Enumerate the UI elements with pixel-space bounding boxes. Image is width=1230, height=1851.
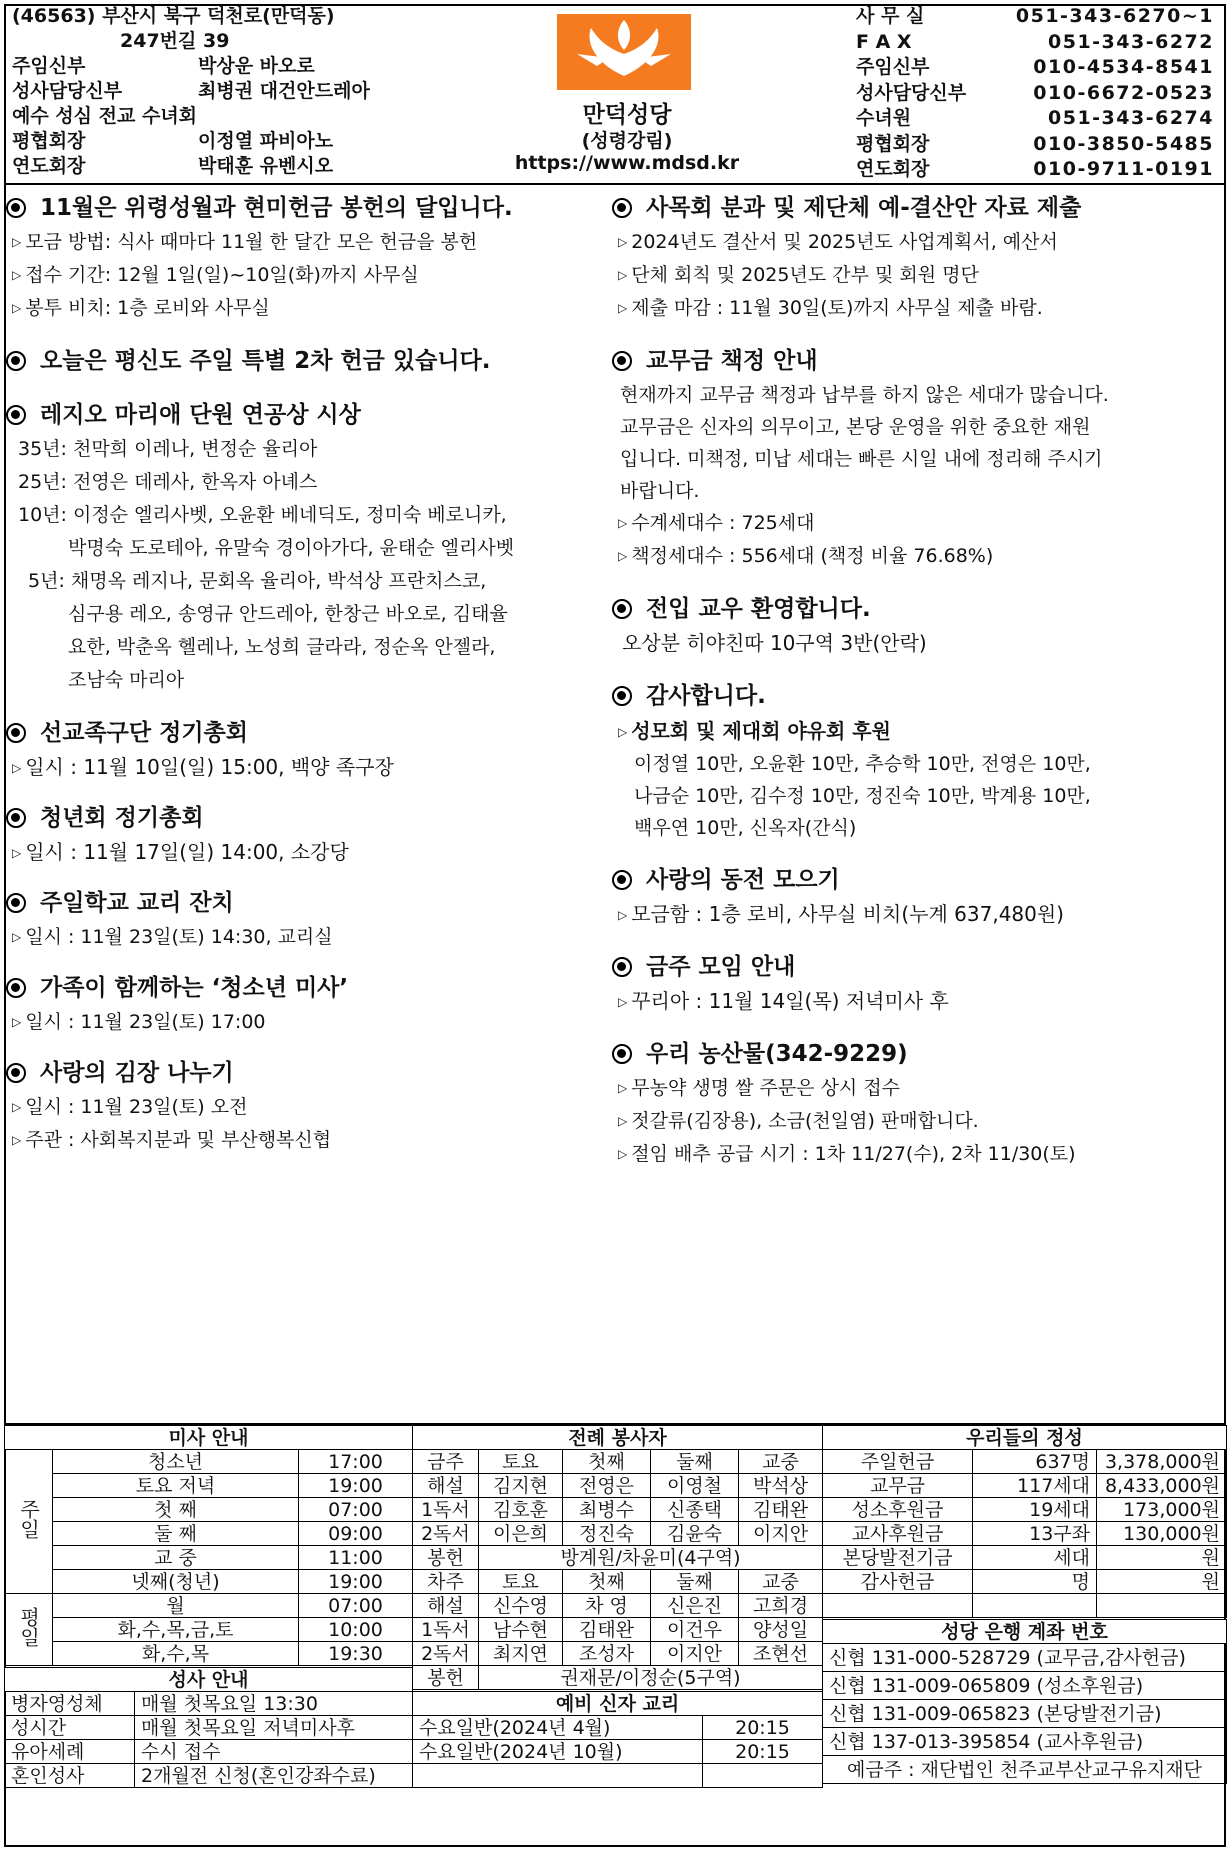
servers-head: 둘째 bbox=[651, 1570, 739, 1594]
catechism-title: 예비 신자 교리 bbox=[413, 1692, 823, 1716]
notice-line: ▷ 일시 : 11월 23일(토) 17:00 bbox=[12, 1011, 266, 1033]
triangle-bullet-icon: ▷ bbox=[618, 516, 628, 530]
left-column bbox=[6, 190, 606, 1169]
notice-line: ▷ 일시 : 11월 10일(일) 15:00, 백양 족구장 bbox=[12, 755, 394, 779]
bullet-icon bbox=[6, 808, 26, 828]
servers-head: 교중 bbox=[739, 1570, 823, 1594]
award-line: 박명숙 도로테아, 유말숙 경이아가다, 윤태순 엘리사벳 bbox=[68, 537, 515, 559]
notice-line: ▷ 접수 기간: 12월 1일(일)~10일(화)까지 사무실 bbox=[12, 264, 419, 286]
servers-head: 첫째 bbox=[563, 1570, 651, 1594]
offering-name: 본당발전기금 bbox=[823, 1546, 973, 1570]
notice-line: ▷ 절임 배추 공급 시기 : 1차 11/27(수), 2차 11/30(토) bbox=[618, 1143, 1076, 1165]
triangle-bullet-icon: ▷ bbox=[618, 268, 628, 282]
header-divider bbox=[4, 183, 1226, 185]
mass-name: 청소년 bbox=[53, 1450, 299, 1474]
mass-schedule-title: 미사 안내 bbox=[5, 1426, 413, 1450]
notice-line: ▷ 일시 : 11월 17일(일) 14:00, 소강당 bbox=[12, 840, 349, 864]
offering-empty bbox=[823, 1594, 973, 1618]
server-name: 김호훈 bbox=[479, 1498, 563, 1522]
triangle-bullet-icon: ▷ bbox=[12, 301, 22, 315]
bank-account: 신협 131-009-065823 (본당발전기금) bbox=[823, 1700, 1227, 1728]
triangle-bullet-icon: ▷ bbox=[618, 1147, 628, 1161]
servers-head: 교중 bbox=[739, 1450, 823, 1474]
mass-time: 19:00 bbox=[299, 1474, 413, 1498]
servers-head: 토요 bbox=[479, 1450, 563, 1474]
sacrament-name: 유아세례 bbox=[5, 1740, 135, 1764]
notice-title: 전입 교우 환영합니다. bbox=[612, 591, 1224, 627]
mass-name: 첫 째 bbox=[53, 1498, 299, 1522]
server-name: 김윤숙 bbox=[651, 1522, 739, 1546]
mass-name: 토요 저녁 bbox=[53, 1474, 299, 1498]
catechism-table bbox=[412, 1691, 823, 1788]
bank-account: 신협 131-009-065809 (성소후원금) bbox=[823, 1672, 1227, 1700]
server-name: 이건우 bbox=[651, 1618, 739, 1642]
header bbox=[4, 4, 1226, 184]
header-center bbox=[482, 4, 772, 184]
server-name: 최병수 bbox=[563, 1498, 651, 1522]
church-name: 만덕성당 bbox=[582, 102, 672, 128]
staff-row: 성사담당신부 최병권 대건안드레아 bbox=[12, 80, 370, 102]
server-role: 봉헌 bbox=[413, 1546, 479, 1570]
bullet-icon bbox=[6, 405, 26, 425]
notice-line: ▷ 모금함 : 1층 로비, 사무실 비치(누계 637,480원) bbox=[618, 902, 1064, 926]
offering-count: 117세대 bbox=[973, 1474, 1097, 1498]
mass-name: 둘 째 bbox=[53, 1522, 299, 1546]
notice-title: 청년회 정기총회 bbox=[6, 800, 606, 836]
bullet-icon bbox=[612, 686, 632, 706]
triangle-bullet-icon: ▷ bbox=[12, 1133, 22, 1147]
offertory-servers: 방계원/차윤미(4구역) bbox=[479, 1546, 823, 1570]
server-role: 1독서 bbox=[413, 1498, 479, 1522]
catechism-class: 수요일반(2024년 10월) bbox=[413, 1740, 703, 1764]
offering-amount: 173,000원 bbox=[1097, 1498, 1227, 1522]
sacrament-title: 성사 안내 bbox=[5, 1668, 413, 1692]
mass-time: 07:00 bbox=[299, 1498, 413, 1522]
mass-time: 07:00 bbox=[299, 1594, 413, 1618]
bullet-icon bbox=[612, 599, 632, 619]
notice-title: 사랑의 동전 모으기 bbox=[612, 862, 1224, 898]
server-name: 이영철 bbox=[651, 1474, 739, 1498]
triangle-bullet-icon: ▷ bbox=[12, 1015, 22, 1029]
server-name: 김태완 bbox=[739, 1498, 823, 1522]
notice-paragraph: 이정열 10만, 오윤환 10만, 추승학 10만, 전영은 10만, 나금순 10만, 김수정 10만, 정진숙 10만, 박계용 10만, 백우연 10만, 신옥자(간식) bbox=[634, 753, 1091, 839]
offering-title: 우리들의 정성 bbox=[823, 1426, 1227, 1450]
sacrament-name: 성시간 bbox=[5, 1716, 135, 1740]
offering-empty bbox=[1097, 1594, 1227, 1618]
notice-title: 선교족구단 정기총회 bbox=[6, 715, 606, 751]
server-name: 최지연 bbox=[479, 1642, 563, 1666]
notice-line: ▷ 주관 : 사회복지분과 및 부산행복신협 bbox=[12, 1129, 332, 1151]
servers-head: 금주 bbox=[413, 1450, 479, 1474]
right-column bbox=[612, 190, 1224, 1183]
bullet-icon bbox=[612, 1044, 632, 1064]
award-line: 25년: 전영은 데레사, 한옥자 아녜스 bbox=[18, 471, 318, 493]
staff-row: 평협회장 이정열 파비아노 bbox=[12, 130, 334, 152]
server-name: 신수영 bbox=[479, 1594, 563, 1618]
servers-head: 차주 bbox=[413, 1570, 479, 1594]
award-line: 조남숙 마리아 bbox=[68, 669, 185, 691]
offering-name: 성소후원금 bbox=[823, 1498, 973, 1522]
offering-amount: 원 bbox=[1097, 1546, 1227, 1570]
offering-name: 감사헌금 bbox=[823, 1570, 973, 1594]
offering-name: 교무금 bbox=[823, 1474, 973, 1498]
bullet-icon bbox=[612, 198, 632, 218]
bullet-icon bbox=[612, 957, 632, 977]
notice-section bbox=[612, 862, 1224, 931]
server-name: 신은진 bbox=[651, 1594, 739, 1618]
servers-head: 첫째 bbox=[563, 1450, 651, 1474]
triangle-bullet-icon: ▷ bbox=[618, 1114, 628, 1128]
triangle-bullet-icon: ▷ bbox=[12, 930, 22, 944]
notice-section bbox=[612, 190, 1224, 325]
triangle-bullet-icon: ▷ bbox=[618, 301, 628, 315]
staff-row: 연도회장 박태훈 유벤시오 bbox=[12, 155, 334, 177]
staff-row: 주임신부 박상운 바오로 bbox=[12, 55, 315, 77]
server-name: 박석상 bbox=[739, 1474, 823, 1498]
bullet-icon bbox=[612, 351, 632, 371]
server-name: 조현선 bbox=[739, 1642, 823, 1666]
server-name: 이지안 bbox=[739, 1522, 823, 1546]
notice-title: 우리 농산물(342-9229) bbox=[612, 1036, 1224, 1072]
server-name: 이은희 bbox=[479, 1522, 563, 1546]
notice-section bbox=[612, 343, 1224, 573]
server-name: 신종택 bbox=[651, 1498, 739, 1522]
mass-time: 19:30 bbox=[299, 1642, 413, 1666]
offering-amount: 8,433,000원 bbox=[1097, 1474, 1227, 1498]
mass-name: 화,수,목,금,토 bbox=[53, 1618, 299, 1642]
server-role: 2독서 bbox=[413, 1642, 479, 1666]
catechism-empty bbox=[413, 1764, 703, 1788]
catechism-time: 20:15 bbox=[703, 1740, 823, 1764]
address-line-1: (46563) 부산시 북구 덕천로(만덕동) bbox=[12, 5, 335, 27]
mass-name: 월 bbox=[53, 1594, 299, 1618]
sacrament-time: 매월 첫목요일 저녁미사후 bbox=[135, 1716, 413, 1740]
server-name: 남수현 bbox=[479, 1618, 563, 1642]
offering-count: 명 bbox=[973, 1570, 1097, 1594]
bank-title: 성당 은행 계좌 번호 bbox=[823, 1620, 1227, 1644]
offering-name: 주일헌금 bbox=[823, 1450, 973, 1474]
offering-count: 13구좌 bbox=[973, 1522, 1097, 1546]
award-line: 35년: 천막희 이레나, 변정순 율리아 bbox=[18, 438, 318, 460]
server-role: 1독서 bbox=[413, 1618, 479, 1642]
catechism-time: 20:15 bbox=[703, 1716, 823, 1740]
address-line-2: 247번길 39 bbox=[120, 30, 230, 52]
bank-account: 신협 131-000-528729 (교무금,감사헌금) bbox=[823, 1644, 1227, 1672]
notice-line: ▷ 젓갈류(김장용), 소금(천일염) 판매합니다. bbox=[618, 1110, 979, 1132]
offering-count: 세대 bbox=[973, 1546, 1097, 1570]
weekday-label: 평일 bbox=[5, 1594, 53, 1666]
server-name: 양성일 bbox=[739, 1618, 823, 1642]
notice-line: ▷ 봉투 비치: 1층 로비와 사무실 bbox=[12, 297, 270, 319]
server-role: 해설 bbox=[413, 1594, 479, 1618]
notice-line: ▷ 일시 : 11월 23일(토) 14:30, 교리실 bbox=[12, 926, 333, 948]
triangle-bullet-icon: ▷ bbox=[618, 1081, 628, 1095]
sacrament-time: 2개월전 신청(혼인강좌수료) bbox=[135, 1764, 413, 1788]
mass-schedule-table bbox=[4, 1425, 413, 1666]
bullet-icon bbox=[6, 978, 26, 998]
notice-line: ▷ 2024년도 결산서 및 2025년도 사업계획서, 예산서 bbox=[618, 231, 1058, 253]
offering-amount: 130,000원 bbox=[1097, 1522, 1227, 1546]
bank-holder: 예금주 : 재단법인 천주교부산교구유지재단 bbox=[823, 1756, 1227, 1784]
notice-section bbox=[6, 190, 606, 325]
notice-line: ▷ 제출 마감 : 11월 30일(토)까지 사무실 제출 바람. bbox=[618, 297, 1043, 319]
servers-head: 토요 bbox=[479, 1570, 563, 1594]
triangle-bullet-icon: ▷ bbox=[618, 235, 628, 249]
server-name: 차 영 bbox=[563, 1594, 651, 1618]
liturgy-servers-table bbox=[412, 1425, 823, 1690]
bullet-icon bbox=[6, 1063, 26, 1083]
award-line: 요한, 박춘옥 헬레나, 노성희 글라라, 정순옥 안젤라, bbox=[68, 636, 496, 658]
contact-row: 성사담당신부 010-6672-0523 bbox=[856, 81, 1214, 104]
notice-title: 금주 모임 안내 bbox=[612, 949, 1224, 985]
offering-empty bbox=[973, 1594, 1097, 1618]
award-line: 심구용 레오, 송영규 안드레아, 한창근 바오로, 김태율 bbox=[68, 603, 508, 625]
notice-title: 레지오 마리애 단원 연공상 시상 bbox=[6, 397, 606, 433]
triangle-bullet-icon: ▷ bbox=[12, 235, 22, 249]
server-role: 봉헌 bbox=[413, 1666, 479, 1690]
sunday-label: 주일 bbox=[5, 1450, 53, 1594]
notice-section bbox=[6, 715, 606, 784]
notice-title: 교무금 책정 안내 bbox=[612, 343, 1224, 379]
server-name: 고희경 bbox=[739, 1594, 823, 1618]
server-name: 이지안 bbox=[651, 1642, 739, 1666]
notice-title: 사랑의 김장 나누기 bbox=[6, 1055, 606, 1091]
mass-name: 교 중 bbox=[53, 1546, 299, 1570]
offering-count: 19세대 bbox=[973, 1498, 1097, 1522]
notice-section bbox=[6, 885, 606, 954]
server-role: 2독서 bbox=[413, 1522, 479, 1546]
notice-section bbox=[612, 1036, 1224, 1171]
server-name: 김지현 bbox=[479, 1474, 563, 1498]
sacrament-time: 수시 접수 bbox=[135, 1740, 413, 1764]
notice-section bbox=[6, 397, 606, 697]
contact-row: 연도회장 010-9711-0191 bbox=[856, 158, 1214, 180]
notice-line: ▷ 단체 회칙 및 2025년도 간부 및 회원 명단 bbox=[618, 264, 979, 286]
notice-line: ▷ 무농약 생명 쌀 주문은 상시 접수 bbox=[618, 1077, 901, 1099]
church-url: https://www.mdsd.kr bbox=[514, 152, 740, 174]
notice-section bbox=[6, 343, 606, 379]
notice-line: ▷ 일시 : 11월 23일(토) 오전 bbox=[12, 1096, 248, 1118]
notice-line: ▷ 수계세대수 : 725세대 bbox=[618, 512, 815, 534]
triangle-bullet-icon: ▷ bbox=[12, 761, 22, 775]
offering-amount: 3,378,000원 bbox=[1097, 1450, 1227, 1474]
catechism-empty bbox=[703, 1764, 823, 1788]
servers-head: 둘째 bbox=[651, 1450, 739, 1474]
contact-row: F A X 051-343-6272 bbox=[856, 30, 1214, 53]
offering-table bbox=[822, 1425, 1227, 1618]
server-role: 해설 bbox=[413, 1474, 479, 1498]
notice-subtitle: ▷ 성모회 및 제대회 야유회 후원 bbox=[618, 719, 891, 743]
notice-title: 감사합니다. bbox=[612, 678, 1224, 714]
church-subtitle: (성령강림) bbox=[581, 130, 673, 152]
notice-section bbox=[6, 1055, 606, 1157]
contact-row: 평협회장 010-3850-5485 bbox=[856, 132, 1214, 155]
triangle-bullet-icon: ▷ bbox=[12, 846, 22, 860]
bullet-icon bbox=[6, 893, 26, 913]
triangle-bullet-icon: ▷ bbox=[618, 908, 628, 922]
mass-time: 17:00 bbox=[299, 1450, 413, 1474]
sacrament-time: 매월 첫목요일 13:30 bbox=[135, 1692, 413, 1716]
contact-row: 주임신부 010-4534-8541 bbox=[856, 56, 1214, 78]
triangle-bullet-icon: ▷ bbox=[618, 549, 628, 563]
mass-time: 19:00 bbox=[299, 1570, 413, 1594]
notice-section bbox=[612, 678, 1224, 844]
header-contacts bbox=[856, 4, 1224, 183]
notice-title: 11월은 위령성월과 현미헌금 봉헌의 달입니다. bbox=[6, 190, 606, 226]
server-name: 김태완 bbox=[563, 1618, 651, 1642]
staff-row: 예수 성심 전교 수녀회 bbox=[12, 105, 198, 127]
sacrament-name: 혼인성사 bbox=[5, 1764, 135, 1788]
catechism-class: 수요일반(2024년 4월) bbox=[413, 1716, 703, 1740]
bullet-icon bbox=[6, 351, 26, 371]
notice-title: 가족이 함께하는 ‘청소년 미사’ bbox=[6, 970, 606, 1006]
award-line: 10년: 이정순 엘리사벳, 오윤환 베네딕도, 정미숙 베로니카, bbox=[18, 504, 507, 526]
contact-row: 수녀원 051-343-6274 bbox=[856, 107, 1214, 129]
notice-paragraph: 현재까지 교무금 책정과 납부를 하지 않은 세대가 많습니다. 교무금은 신자의 의무이고, 본당 운영을 위한 중요한 재원 입니다. 미책정, 미납 세대는 빠른 시일 내에 정리해 주시기 바랍니다. bbox=[620, 384, 1109, 502]
notice-section bbox=[612, 949, 1224, 1018]
notice-title: 오늘은 평신도 주일 특별 2차 헌금 있습니다. bbox=[6, 343, 606, 379]
notice-title: 주일학교 교리 잔치 bbox=[6, 885, 606, 921]
notice-line: ▷ 모금 방법: 식사 때마다 11월 한 달간 모은 헌금을 봉헌 bbox=[12, 231, 478, 253]
contact-row: 사 무 실 051-343-6270~1 bbox=[856, 5, 1214, 27]
sacrament-name: 병자영성체 bbox=[5, 1692, 135, 1716]
mass-time: 10:00 bbox=[299, 1618, 413, 1642]
notice-section bbox=[6, 970, 606, 1039]
header-left-info bbox=[12, 4, 512, 179]
church-logo-icon bbox=[557, 14, 691, 90]
bullet-icon bbox=[6, 723, 26, 743]
triangle-bullet-icon: ▷ bbox=[12, 1100, 22, 1114]
bottom-tables bbox=[4, 1423, 1226, 1849]
servers-title: 전례 봉사자 bbox=[413, 1426, 823, 1450]
server-name: 조성자 bbox=[563, 1642, 651, 1666]
sacrament-table bbox=[4, 1667, 413, 1788]
offering-amount: 원 bbox=[1097, 1570, 1227, 1594]
triangle-bullet-icon: ▷ bbox=[618, 725, 628, 739]
bank-account: 신협 137-013-395854 (교사후원금) bbox=[823, 1728, 1227, 1756]
server-name: 전영은 bbox=[563, 1474, 651, 1498]
notice-line: ▷ 꾸리아 : 11월 14일(목) 저녁미사 후 bbox=[618, 989, 949, 1013]
offering-name: 교사후원금 bbox=[823, 1522, 973, 1546]
award-line: 5년: 채명옥 레지나, 문회옥 율리아, 박석상 프란치스코, bbox=[28, 570, 487, 592]
notice-section bbox=[612, 591, 1224, 660]
notice-section bbox=[6, 800, 606, 869]
mass-time: 11:00 bbox=[299, 1546, 413, 1570]
bullet-icon bbox=[612, 870, 632, 890]
bullet-icon bbox=[6, 198, 26, 218]
notice-line: 오상분 히야친따 10구역 3반(안락) bbox=[622, 631, 927, 655]
server-name: 정진숙 bbox=[563, 1522, 651, 1546]
mass-time: 09:00 bbox=[299, 1522, 413, 1546]
mass-name: 화,수,목 bbox=[53, 1642, 299, 1666]
offering-count: 637명 bbox=[973, 1450, 1097, 1474]
notice-line: ▷ 책정세대수 : 556세대 (책정 비율 76.68%) bbox=[618, 545, 994, 567]
triangle-bullet-icon: ▷ bbox=[12, 268, 22, 282]
triangle-bullet-icon: ▷ bbox=[618, 995, 628, 1009]
mass-name: 넷째(청년) bbox=[53, 1570, 299, 1594]
offertory-servers: 권재문/이정순(5구역) bbox=[479, 1666, 823, 1690]
notice-title: 사목회 분과 및 제단체 예-결산안 자료 제출 bbox=[612, 190, 1224, 226]
bank-account-table bbox=[822, 1619, 1227, 1784]
